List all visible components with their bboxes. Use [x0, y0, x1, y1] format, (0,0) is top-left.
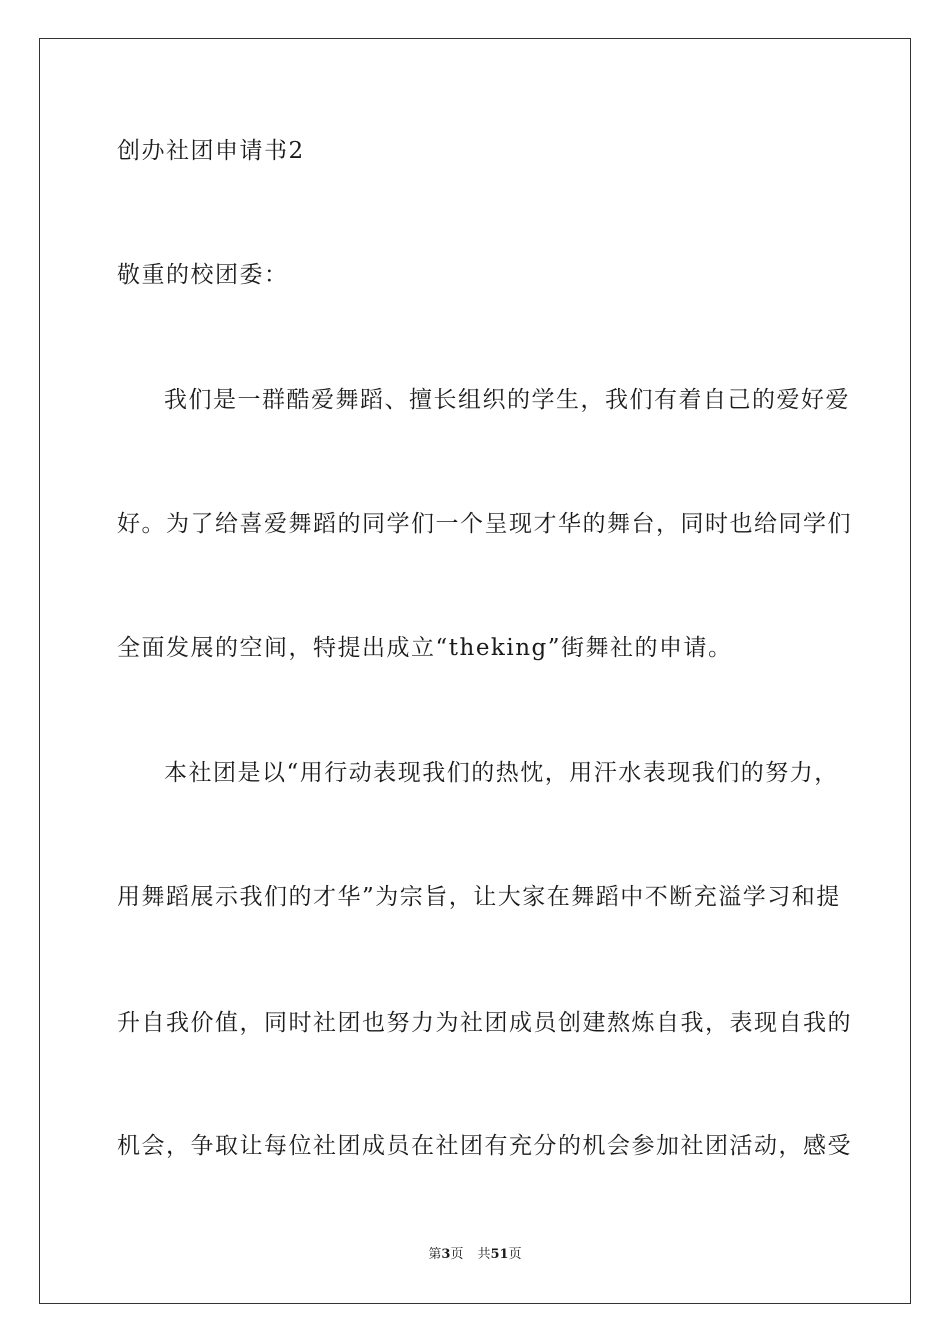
body-line-5: 用舞蹈展示我们的才华”为宗旨，让大家在舞蹈中不断充溢学习和提	[117, 884, 841, 910]
salutation: 敬重的校团委：	[117, 262, 289, 288]
page-number: 3	[441, 1247, 451, 1262]
body-line-6: 升自我价值，同时社团也努力为社团成员创建熬炼自我，表现自我的	[117, 1010, 852, 1036]
body-line-3: 全面发展的空间，特提出成立“theking”街舞社的申请。	[117, 635, 733, 661]
body-line-1: 我们是一群酷爱舞蹈、擅长组织的学生，我们有着自己的爱好爱	[164, 387, 850, 413]
page-border	[39, 38, 911, 1304]
page-prefix: 第	[428, 1247, 442, 1262]
body-line-2: 好。为了给喜爱舞蹈的同学们一个呈现才华的舞台，同时也给同学们	[117, 511, 852, 537]
body-line-7: 机会，争取让每位社团成员在社团有充分的机会参加社团活动，感受	[117, 1133, 852, 1159]
document-title: 创办社团申请书2	[117, 138, 305, 164]
page-footer	[0, 1246, 950, 1264]
body-line-4: 本社团是以“用行动表现我们的热忱，用汗水表现我们的努力，	[164, 760, 839, 786]
total-suffix: 页	[508, 1247, 522, 1262]
total-pages: 51	[490, 1247, 509, 1262]
page-suffix: 页	[450, 1247, 464, 1262]
total-prefix: 共	[477, 1247, 491, 1262]
